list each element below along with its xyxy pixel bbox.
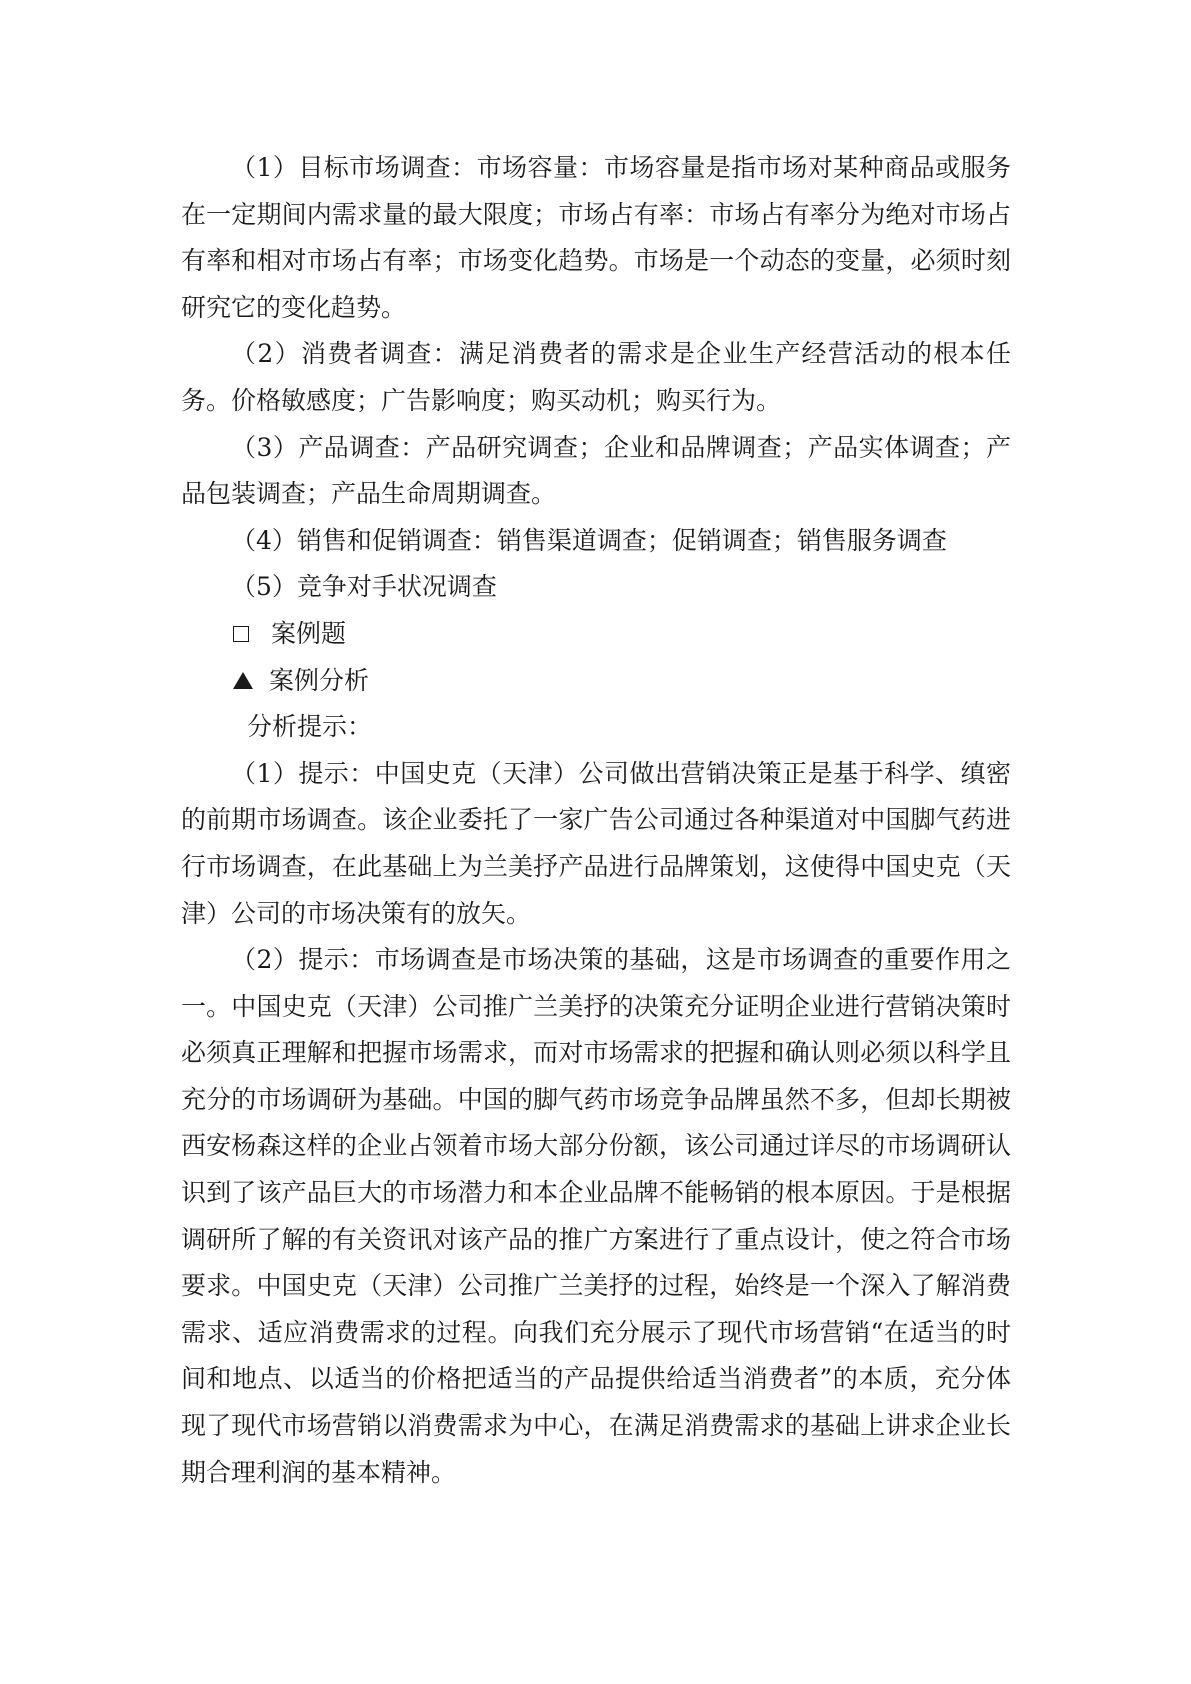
- case-analysis-heading: [181, 658, 1011, 705]
- case-question-label: 案例题: [271, 618, 347, 648]
- square-outline-icon: [233, 626, 249, 642]
- paragraph-competitor-survey: （5）竞争对手状况调查: [231, 572, 497, 602]
- analysis-hint-label: 分析提示：: [247, 712, 373, 742]
- paragraph-product-survey: （3）产品调查：产品研究调查；企业和品牌调查；产品实体调查；产品包装调查；产品生命周期调查。: [181, 432, 1011, 509]
- paragraph-target-market: （1）目标市场调查：市场容量：市场容量是指市场对某种商品或服务在一定期间内需求量的最大限度；市场占有率：市场占有率分为绝对市场占有率和相对市场占有率；市场变化趋势。市场是一个动态的变量，必须时刻研究它的变化趋势。: [181, 153, 1011, 322]
- document-page: [181, 145, 1011, 1496]
- case-analysis-label: 案例分析: [269, 665, 370, 695]
- paragraph-sales-survey: （4）销售和促销调查：销售渠道调查；促销调查；销售服务调查: [231, 525, 947, 555]
- black-triangle-icon: [233, 672, 253, 689]
- hint-paragraph-2: （2）提示：市场调查是市场决策的基础，这是市场调查的重要作用之一。中国史克（天津）公司推广兰美抒的决策充分证明企业进行营销决策时必须真正理解和把握市场需求，而对市场需求的把握和确认则必须以科学且充分的市场调研为基础。中国的脚气药市场竞争品牌虽然不多，但却长期被西安杨森这样的企业占领着市场大部分份额，该公司通过详尽的市场调研认识到了该产品巨大的市场潜力和本企业品牌不能畅销的根本原因。于是根据调研所了解的有关资讯对该产品的推广方案进行了重点设计，使之符合市场要求。中国史克（天津）公司推广兰美抒的过程，始终是一个深入了解消费需求、适应消费需求的过程。向我们充分展示了现代市场营销“在适当的时间和地点、以适当的价格把适当的产品提供给适当消费者”的本质，充分体现了现代市场营销以消费需求为中心，在满足消费需求的基础上讲求企业长期合理利润的基本精神。: [181, 945, 1011, 1487]
- hint-paragraph-1: （1）提示：中国史克（天津）公司做出营销决策正是基于科学、缜密的前期市场调查。该企业委托了一家广告公司通过各种渠道对中国脚气药进行市场调查，在此基础上为兰美抒产品进行品牌策划，这使得中国史克（天津）公司的市场决策有的放矢。: [181, 758, 1011, 928]
- paragraph-consumer-survey: （2）消费者调查：满足消费者的需求是企业生产经营活动的根本任务。价格敏感度；广告影响度；购买动机；购买行为。: [181, 339, 1011, 415]
- case-question-heading: [181, 611, 1011, 658]
